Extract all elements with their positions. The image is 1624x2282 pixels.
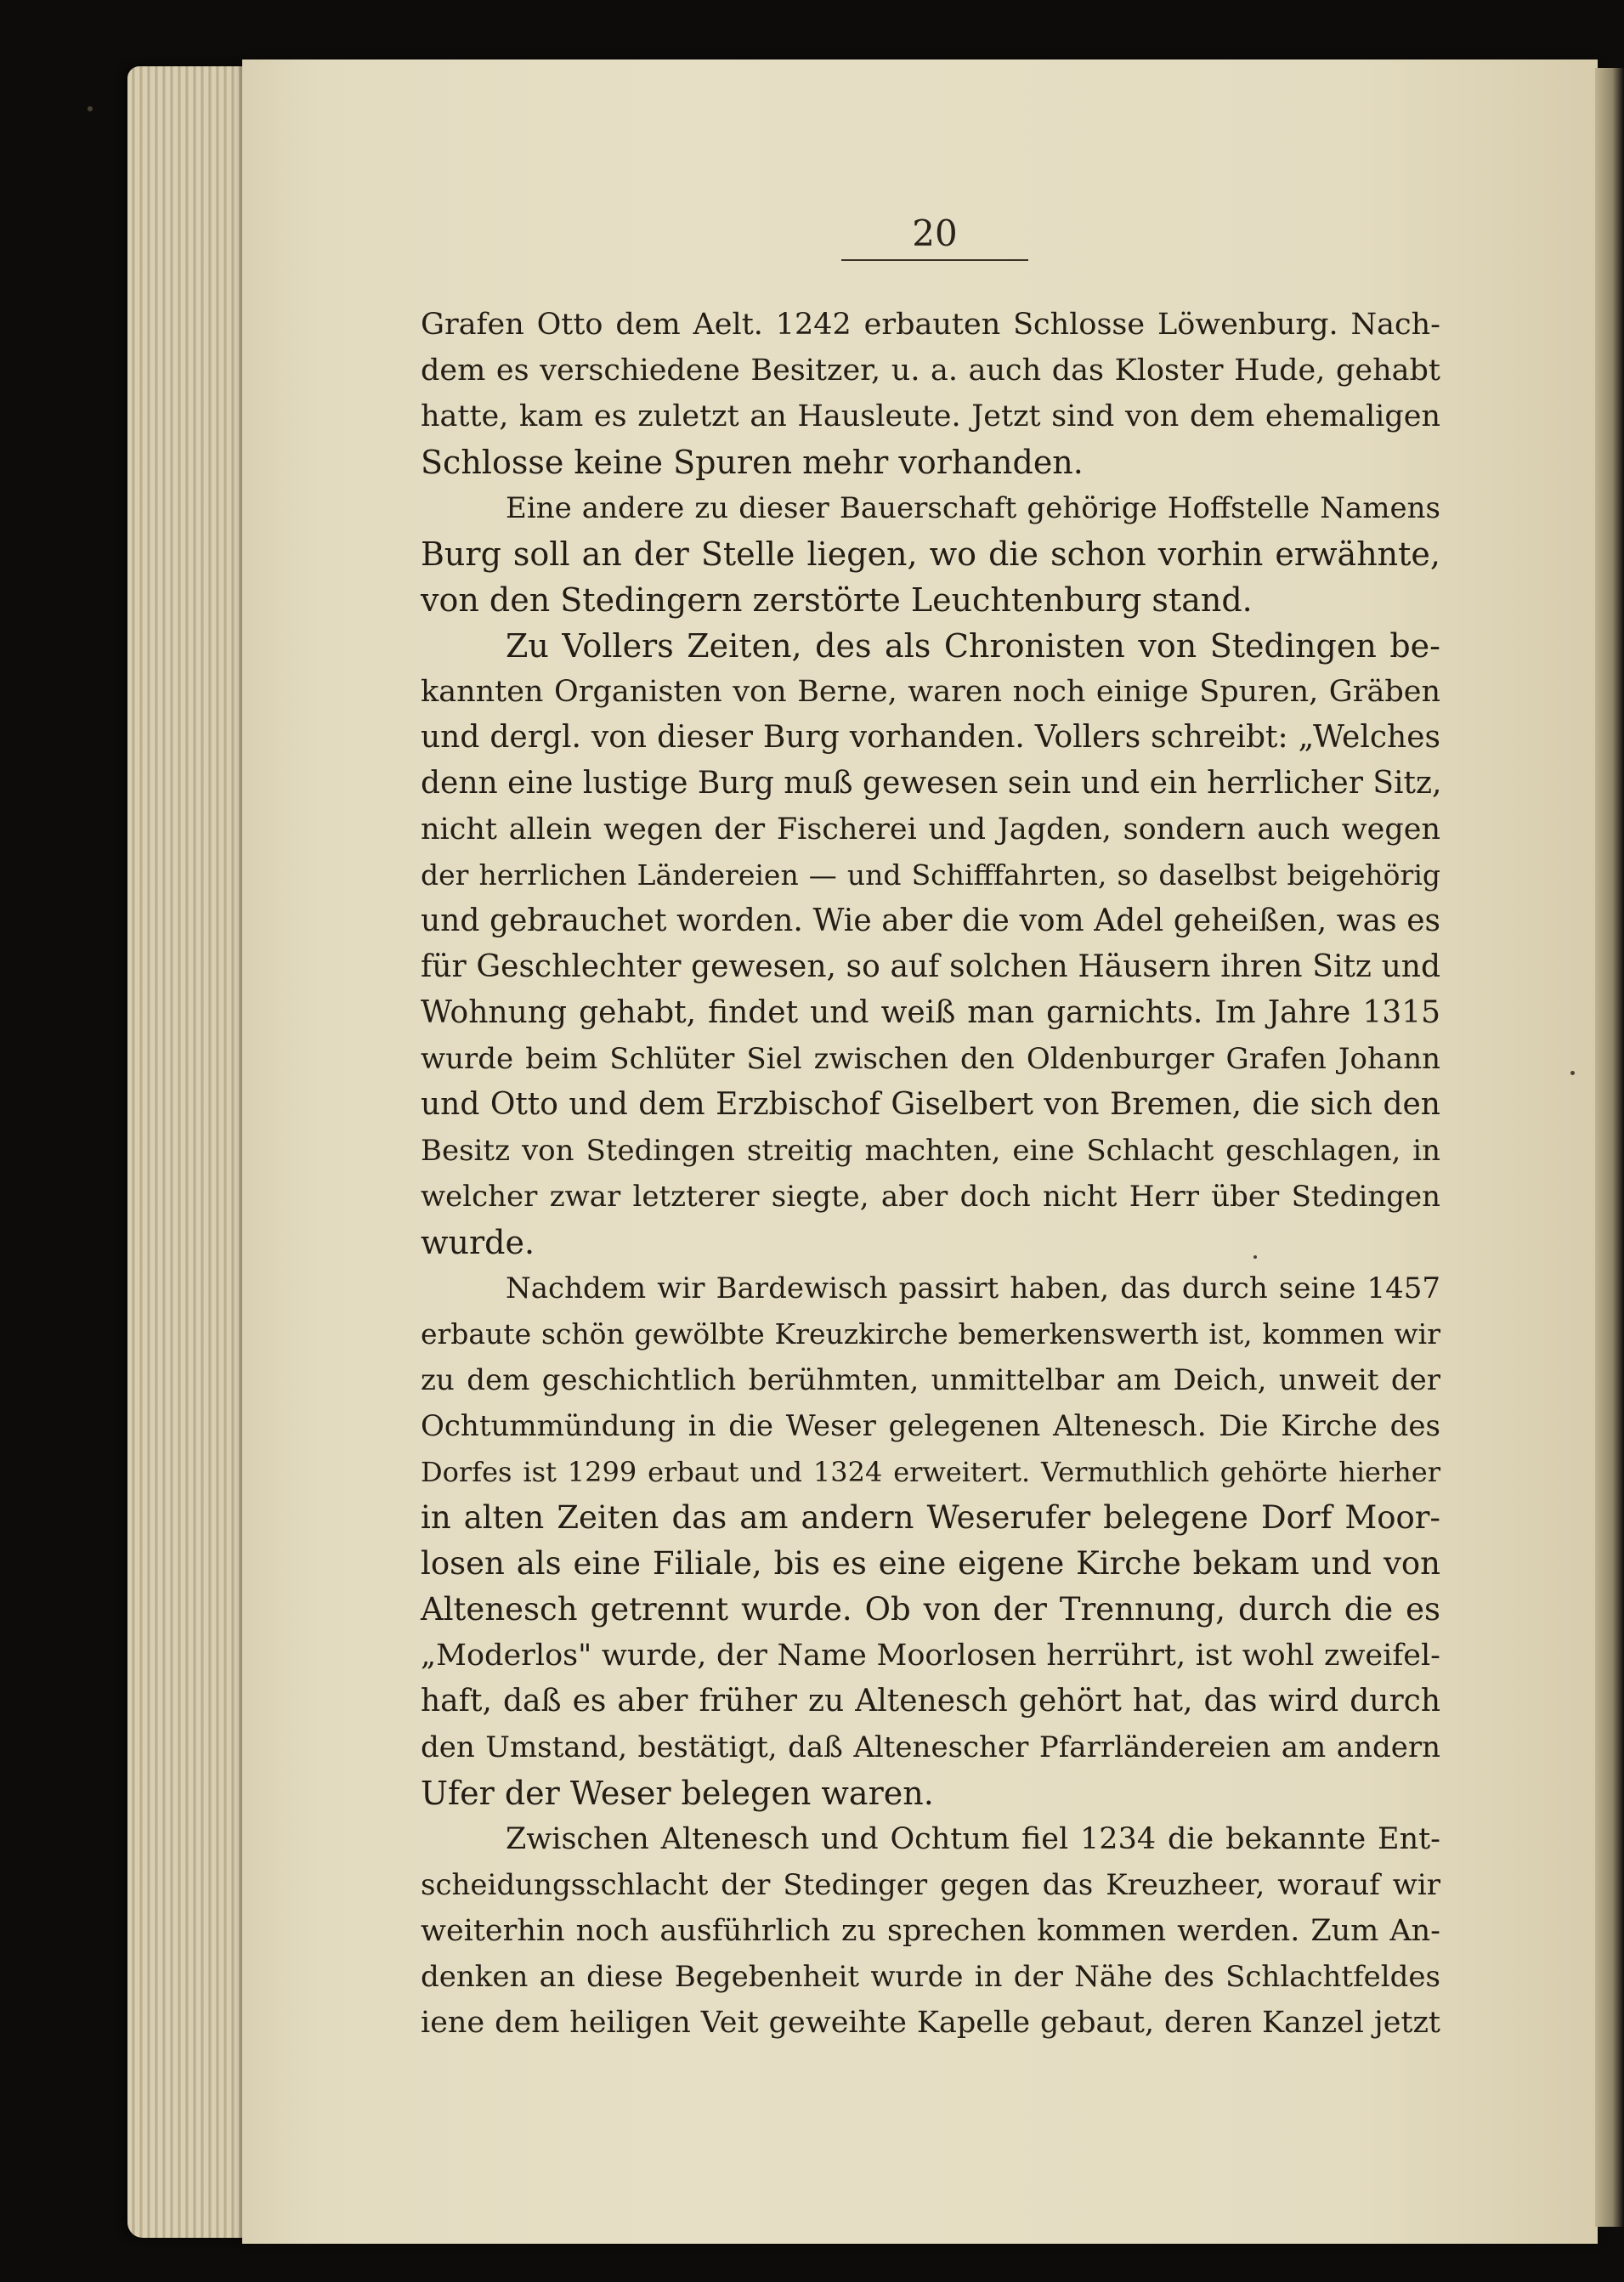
body-text xyxy=(421,302,1440,2046)
text-line: Altenesch getrennt wurde. Ob von der Trennung, durch die es xyxy=(421,1591,1440,1628)
text-line: Eine andere zu dieser Bauerschaft gehörige Hoffstelle Namens xyxy=(506,491,1440,525)
text-line: Wohnung gehabt, findet und weiß man garnichts. Im Jahre 1315 xyxy=(421,995,1440,1030)
text-line: scheidungsschlacht der Stedinger gegen das Kreuzheer, worauf wir xyxy=(421,1868,1440,1902)
text-line: hatte, kam es zuletzt an Hausleute. Jetzt sind von dem ehemaligen xyxy=(421,399,1440,433)
text-line: dem es verschiedene Besitzer, u. a. auch das Kloster Hude, gehabt xyxy=(421,354,1440,388)
text-line: und dergl. von dieser Burg vorhanden. Vollers schreibt: „Welches xyxy=(421,720,1440,755)
text-line: Ufer der Weser belegen waren. xyxy=(421,1775,934,1812)
text-line: Ochtummündung in die Weser gelegenen Altenesch. Die Kirche des xyxy=(421,1409,1440,1443)
text-line: den Umstand, bestätigt, daß Altenescher Pfarrländereien am andern xyxy=(421,1730,1440,1764)
text-line: losen als eine Filiale, bis es eine eigene Kirche bekam und von xyxy=(421,1545,1440,1582)
dust-speck xyxy=(88,106,93,111)
text-line: haft, daß es aber früher zu Altenesch gehört hat, das wird durch xyxy=(421,1684,1440,1719)
text-line: und Otto und dem Erzbischof Giselbert von Bremen, die sich den xyxy=(421,1087,1440,1122)
text-line: zu dem geschichtlich berühmten, unmittelbar am Deich, unweit der xyxy=(421,1363,1440,1397)
text-line: Nachdem wir Bardewisch passirt haben, das durch seine 1457 xyxy=(506,1271,1440,1305)
text-line: der herrlichen Ländereien — und Schifffahrten, so daselbst beigehörig xyxy=(421,858,1440,892)
text-line: erbaute schön gewölbte Kreuzkirche bemerkenswerth ist, kommen wir xyxy=(421,1317,1440,1351)
text-line: nicht allein wegen der Fischerei und Jagden, sondern auch wegen xyxy=(421,813,1440,847)
text-line: von den Stedingern zerstörte Leuchtenburg stand. xyxy=(421,581,1253,619)
page-number: 20 xyxy=(912,212,958,254)
text-line: welcher zwar letzterer siegte, aber doch nicht Herr über Stedingen xyxy=(421,1180,1440,1214)
book-right-edge-shadow xyxy=(1595,68,1624,2227)
text-line: weiterhin noch ausführlich zu sprechen kommen werden. Zum An- xyxy=(421,1914,1440,1948)
book-page-edges xyxy=(127,66,246,2238)
text-line: für Geschlechter gewesen, so auf solchen Häusern ihren Sitz und xyxy=(421,949,1440,984)
text-line: denken an diese Begebenheit wurde in der Nähe des Schlachtfeldes xyxy=(421,1960,1440,1994)
text-line: Besitz von Stedingen streitig machten, eine Schlacht geschlagen, in xyxy=(421,1134,1440,1168)
text-line: wurde beim Schlüter Siel zwischen den Oldenburger Grafen Johann xyxy=(421,1042,1440,1076)
text-line: denn eine lustige Burg muß gewesen sein und ein herrlicher Sitz, xyxy=(421,766,1442,801)
text-line: iene dem heiligen Veit geweihte Kapelle gebaut, deren Kanzel jetzt xyxy=(421,2006,1440,2040)
text-line: Dorfes ist 1299 erbaut und 1324 erweitert. Vermuthlich gehörte hierher xyxy=(421,1456,1440,1488)
text-line: wurde. xyxy=(421,1224,535,1261)
text-line: in alten Zeiten das am andern Weserufer belegene Dorf Moor- xyxy=(421,1499,1440,1536)
page-number-rule xyxy=(841,259,1028,261)
dust-speck xyxy=(1570,1071,1575,1075)
text-line: kannten Organisten von Berne, waren noch einige Spuren, Gräben xyxy=(421,675,1440,709)
text-line: Schlosse keine Spuren mehr vorhanden. xyxy=(421,444,1084,481)
text-line: Grafen Otto dem Aelt. 1242 erbauten Schlosse Löwenburg. Nach- xyxy=(421,308,1440,342)
text-line: „Moderlos" wurde, der Name Moorlosen herrührt, ist wohl zweifel- xyxy=(421,1639,1440,1673)
text-line: Zwischen Altenesch und Ochtum fiel 1234 die bekannte Ent- xyxy=(506,1822,1440,1856)
text-line: Zu Vollers Zeiten, des als Chronisten von Stedingen be- xyxy=(506,627,1440,665)
text-line: Burg soll an der Stelle liegen, wo die schon vorhin erwähnte, xyxy=(421,535,1440,573)
text-line: und gebrauchet worden. Wie aber die vom Adel geheißen, was es xyxy=(421,903,1440,938)
